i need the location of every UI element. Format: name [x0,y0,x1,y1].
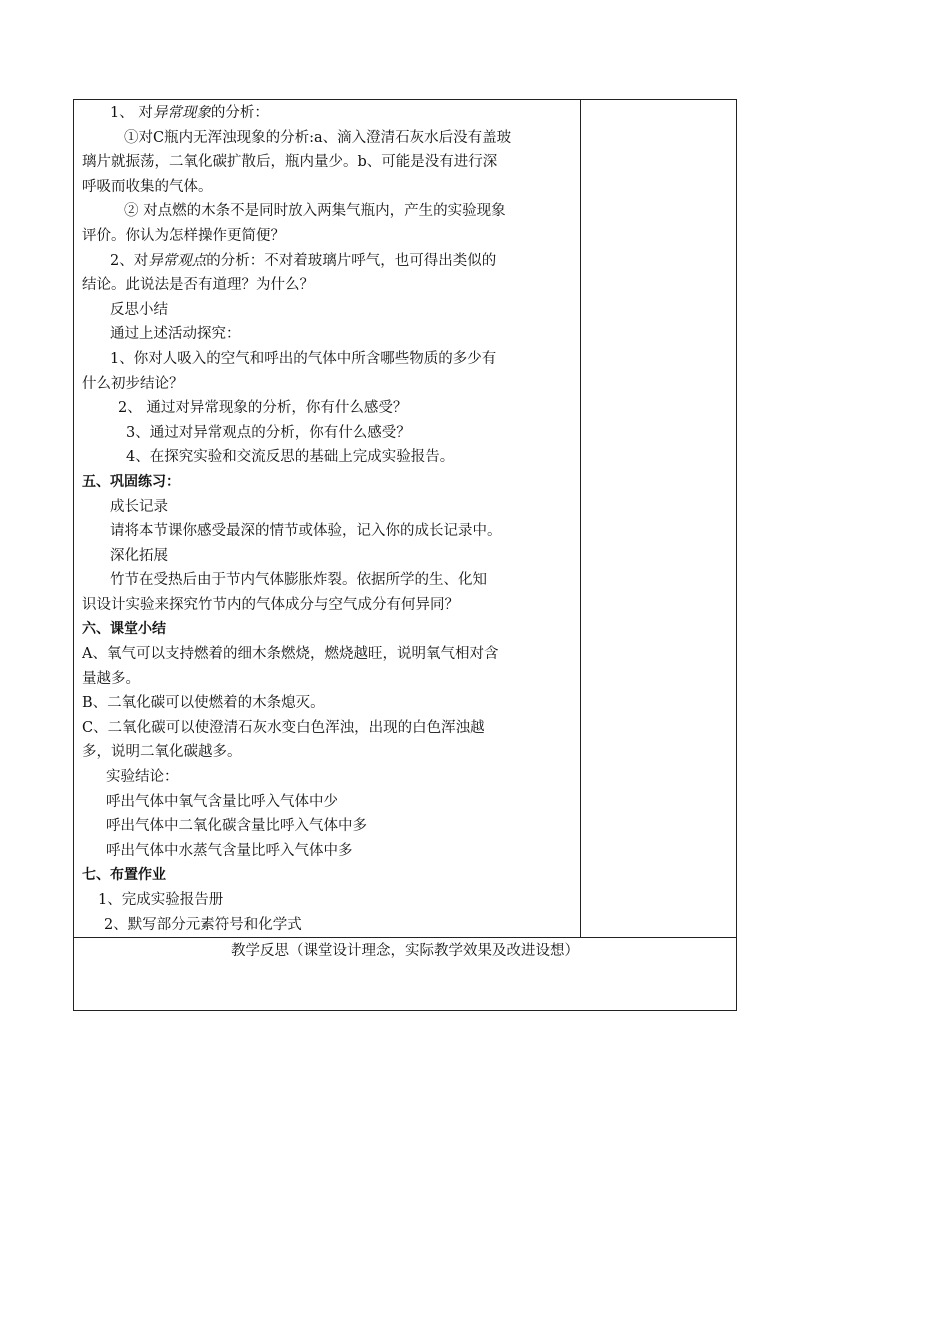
teaching-reflection-cell [74,938,737,1011]
section-heading: 六、课堂小结 [82,621,166,638]
section-heading: 七、布置作业 [82,867,166,884]
text-line: 什么初步结论？ [82,375,184,392]
lesson-plan-table [73,99,737,1011]
text-line: 2、默写部分元素符号和化学式 [104,916,302,933]
text-line: 评价。你认为怎样操作更简便？ [82,227,285,244]
section-heading: 五、巩固练习： [82,473,180,490]
text-line: A、氧气可以支持燃着的细木条燃烧，燃烧越旺，说明氧气相对含 [82,646,499,663]
text-line: 量越多。 [82,670,140,687]
text-line: 竹节在受热后由于节内气体膨胀炸裂。依据所学的生、化知 [110,572,487,589]
text-line: 多，说明二氧化碳越多。 [82,744,242,761]
emphasis-text: 异常观点 [148,252,207,269]
text-line: 4、在探究实验和交流反思的基础上完成实验报告。 [126,449,455,466]
text-line: 识设计实验来探究竹节内的气体成分与空气成分有何异同？ [82,596,459,613]
text-line: 1、你对人吸入的空气和呼出的气体中所含哪些物质的多少有 [110,350,497,367]
text-line: 深化拓展 [110,547,168,564]
text-line: 呼吸而收集的气体。 [82,178,213,195]
text-line: 呼出气体中氧气含量比呼入气体中少 [106,793,338,810]
text-line: 璃片就振荡，二氧化碳扩散后，瓶内量少。b、可能是没有进行深 [82,154,498,171]
text-line: B、二氧化碳可以使燃着的木条熄灭。 [82,695,325,712]
text-line: 1、完成实验报告册 [98,892,224,908]
teaching-reflection-title: 教学反思（课堂设计理念，实际教学效果及改进设想） [231,943,579,960]
text-line: 1、 对异常现象的分析： [110,105,269,121]
emphasis-text: 异常现象 [152,105,211,121]
text-line: 反思小结 [110,301,168,318]
text-line: 实验结论： [106,769,179,786]
lesson-plan-sheet [73,99,736,1011]
text-line: 呼出气体中二氧化碳含量比呼入气体中多 [106,818,367,835]
text-line: 请将本节课你感受最深的情节或体验，记入你的成长记录中。 [110,523,502,540]
lesson-content [74,100,580,937]
text-line: 2、对异常观点的分析：不对着玻璃片呼气，也可得出类似的 [110,252,497,269]
text-line: ①对C瓶内无浑浊现象的分析:a、滴入澄清石灰水后没有盖玻 [124,129,512,146]
notes-column-cell [581,100,737,938]
text-line: C、二氧化碳可以使澄清石灰水变白色浑浊，出现的白色浑浊越 [82,719,485,736]
text-line: 3、通过对异常观点的分析，你有什么感受？ [126,424,411,441]
text-line: 通过上述活动探究： [110,326,241,343]
text-line: 结论。此说法是否有道理？为什么？ [82,277,314,294]
text-line: ② 对点燃的木条不是同时放入两集气瓶内，产生的实验现象 [124,203,506,220]
text-line: 成长记录 [110,498,168,515]
lesson-content-cell [74,100,581,938]
text-line: 2、 通过对异常现象的分析，你有什么感受？ [118,400,408,417]
text-line: 呼出气体中水蒸气含量比呼入气体中多 [106,842,353,859]
